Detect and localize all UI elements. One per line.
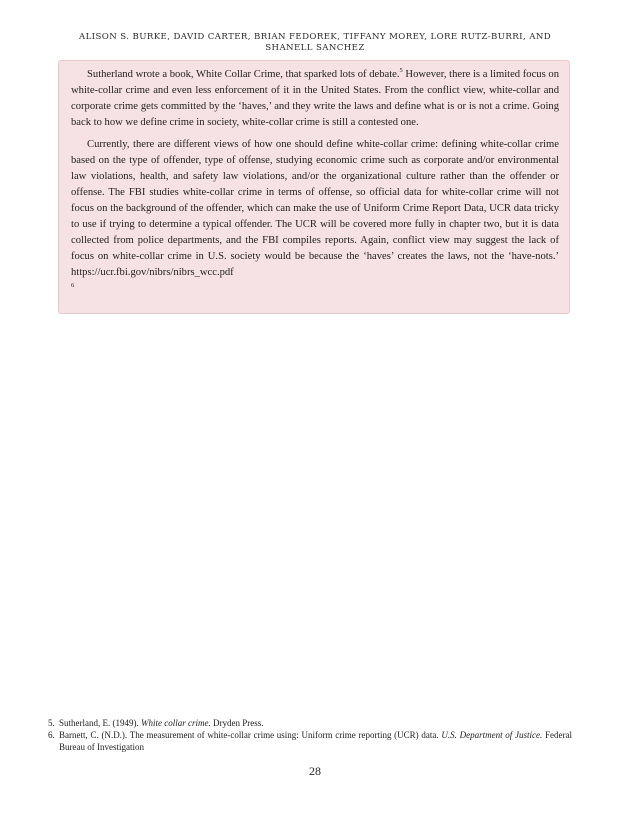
- footnote-number: 6.: [48, 730, 55, 740]
- footnote-text-part: Federal Bureau of Investigation: [59, 730, 572, 752]
- footnote-title-italic: U.S. Department of Justice.: [441, 730, 543, 740]
- callout-paragraph-2: Currently, there are different views of how one should define white-collar crime: defining white-collar crime based on the type of offender, type of offense, studying economic crime such as corporate and/or environmental law violations, health, and safety law violations, and/or the organizational culture rather than the offender or offense. The FBI studies white-collar crime in terms of offense, so official data for white-collar crime will not focus on the background of the offender, which can make the use of Uniform Crime Report Data, UCR data tricky to use if trying to determine a typical offender. The UCR will be covered more fully in chapter two, but it is data collected from police departments, and the FBI compiles reports. Again, conflict view may suggest the lack of focus on white-collar crime in U.S. society would be because the ‘haves’ creates the laws, not the ‘have-nots.’ https://ucr.fbi.gov/nibrs/nibrs_wcc.pdf: [71, 139, 559, 278]
- footnote-text-part: Barnett, C. (N.D.). The measurement of white-collar crime using: Uniform crime reporting (UCR) data.: [59, 730, 442, 740]
- footnote-ref-6[interactable]: 6: [71, 282, 75, 289]
- footnote-text: [59, 717, 572, 729]
- footnote-5: [48, 717, 572, 729]
- callout-paragraph-1-text-b: However, there is a limited focus on white-collar crime and even less enforcement of it in the United States. From the conflict view, white-collar and corporate crime gets committed by the ‘haves,’ and they write the laws and define what is or is not a crime. Going back to how we define crime in society, white-collar crime is still a contested one.: [71, 69, 559, 128]
- footnotes: [48, 717, 572, 753]
- page-number: 28: [309, 764, 321, 778]
- footnote-ref-5[interactable]: 5: [399, 67, 403, 74]
- callout-paragraph-1-text-a: Sutherland wrote a book, White Collar Crime, that sparked lots of debate.: [87, 69, 400, 80]
- footnote-text-part: Dryden Press.: [210, 718, 264, 728]
- footnote-text: [59, 729, 572, 753]
- footnote-6: [48, 729, 572, 753]
- footnote-title-italic: White collar crime.: [140, 718, 211, 728]
- footnote-text-part: Sutherland, E. (1949).: [59, 718, 141, 728]
- textbox-callout: [58, 60, 570, 314]
- footnote-number: 5.: [48, 718, 55, 728]
- running-header: ALISON S. BURKE, DAVID CARTER, BRIAN FEDOREK, TIFFANY MOREY, LORE RUTZ-BURRI, AND SHANELL SANCHEZ: [78, 32, 552, 53]
- callout-paragraph-1: [71, 67, 559, 131]
